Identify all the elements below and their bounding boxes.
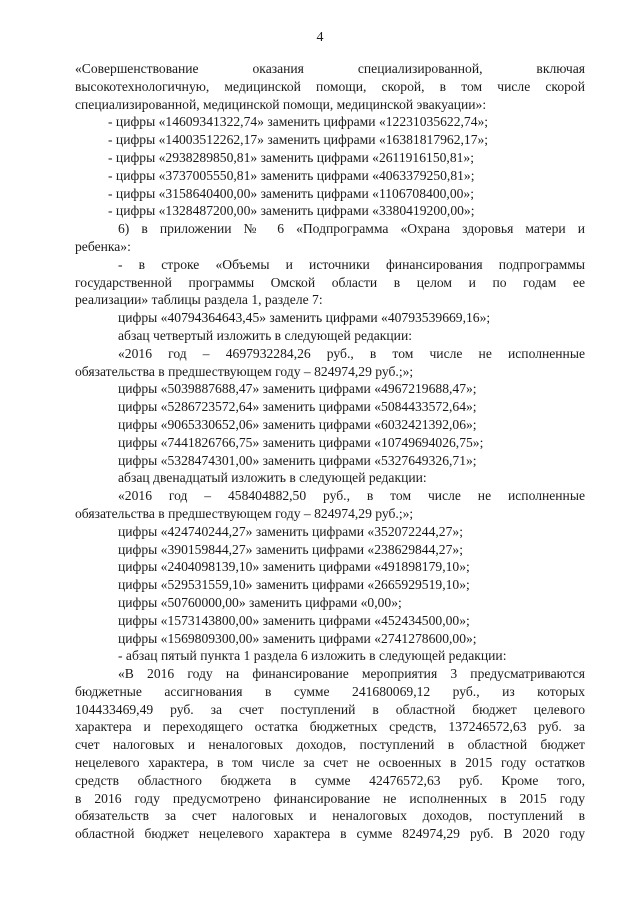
text-line: областной бюджет нецелевого характера в сумме 824974,29 руб. В 2020 году xyxy=(75,826,585,842)
text-line: цифры «529531559,10» заменить цифрами «2665929519,10»; xyxy=(118,577,470,593)
text-line: - абзац пятый пункта 1 раздела 6 изложить в следующей редакции: xyxy=(118,648,507,664)
text-line: цифры «424740244,27» заменить цифрами «352072244,27»; xyxy=(118,523,463,539)
text-line: абзац двенадцатый изложить в следующей редакции: xyxy=(118,470,427,486)
text-line: средств областного бюджета в сумме 42476572,63 руб. Кроме того, xyxy=(75,772,585,788)
text-line: бюджетные ассигнования в сумме 241680069,12 руб., из которых xyxy=(75,683,585,699)
text-line: цифры «390159844,27» заменить цифрами «238629844,27»; xyxy=(118,541,463,557)
text-line: «В 2016 году на финансирование мероприятия 3 предусматриваются xyxy=(118,666,585,682)
text-line: - цифры «3737005550,81» заменить цифрами «4063379250,81»; xyxy=(108,167,475,183)
text-line: обязательства в предшествующем году – 824974,29 руб.;»; xyxy=(75,505,414,521)
text-line: «2016 год – 4697932284,26 руб., в том числе не исполненные xyxy=(118,345,585,361)
text-line: цифры «50760000,00» заменить цифрами «0,00»; xyxy=(118,594,402,610)
text-line: - цифры «2938289850,81» заменить цифрами «2611916150,81»; xyxy=(108,149,474,165)
text-line: - цифры «14609341322,74» заменить цифрами «12231035622,74»; xyxy=(108,114,489,130)
text-line: ребенка»: xyxy=(75,238,131,254)
text-line: цифры «7441826766,75» заменить цифрами «10749694026,75»; xyxy=(118,434,484,450)
text-line: цифры «5328474301,00» заменить цифрами «5327649326,71»; xyxy=(118,452,477,468)
text-line: «Совершенствование оказания специализированной, включая xyxy=(75,61,585,76)
text-line: - цифры «1328487200,00» заменить цифрами «3380419200,00»; xyxy=(108,203,475,219)
text-line: высокотехнологичную, медицинской помощи, скорой, в том числе скорой xyxy=(75,78,585,94)
text-line: в 2016 году предусмотрено финансирование не исполненных в 2015 году xyxy=(75,790,585,806)
text-line: цифры «5039887688,47» заменить цифрами «4967219688,47»; xyxy=(118,381,477,397)
document-body xyxy=(75,60,585,843)
text-line: «2016 год – 458404882,50 руб., в том числе не исполненные xyxy=(118,488,585,504)
text-line: цифры «9065330652,06» заменить цифрами «6032421392,06»; xyxy=(118,416,477,432)
text-line: цифры «5286723572,64» заменить цифрами «5084433572,64»; xyxy=(118,399,477,415)
text-line: цифры «40794364643,45» заменить цифрами «40793539669,16»; xyxy=(118,310,491,326)
page-number: 4 xyxy=(316,30,324,45)
text-line: счет налоговых и неналоговых доходов, поступлений в областной бюджет xyxy=(75,737,585,753)
text-line: государственной программы Омской области в целом и по годам ее xyxy=(75,274,585,290)
text-line: реализации» таблицы раздела 1, разделе 7: xyxy=(75,292,323,308)
text-line: обязательства в предшествующем году – 824974,29 руб.;»; xyxy=(75,363,414,379)
text-line: - цифры «3158640400,00» заменить цифрами «1106708400,00»; xyxy=(108,185,474,201)
text-line: - в строке «Объемы и источники финансирования подпрограммы xyxy=(118,256,585,272)
text-line: характера и переходящего остатка бюджетных средств, 137246572,63 руб. за xyxy=(75,719,585,735)
text-line: цифры «1569809300,00» заменить цифрами «2741278600,00»; xyxy=(118,630,477,646)
text-line: - цифры «14003512262,17» заменить цифрами «16381817962,17»; xyxy=(108,132,489,148)
text-line: специализированной, медицинской помощи, медицинской эвакуации»: xyxy=(75,96,487,112)
text-line: обязательств за счет налоговых и неналоговых доходов, поступлений в xyxy=(75,808,585,824)
text-line: цифры «1573143800,00» заменить цифрами «452434500,00»; xyxy=(118,612,470,628)
text-line: 104433469,49 руб. за счет поступлений в областной бюджет целевого xyxy=(75,701,585,717)
text-line: нецелевого характера, в том числе за счет не освоенных в 2015 году остатков xyxy=(75,755,585,771)
text-line: абзац четвертый изложить в следующей редакции: xyxy=(118,327,413,343)
text-line: цифры «2404098139,10» заменить цифрами «491898179,10»; xyxy=(118,559,470,575)
text-line: 6) в приложении № 6 «Подпрограмма «Охрана здоровья матери и xyxy=(118,221,585,237)
